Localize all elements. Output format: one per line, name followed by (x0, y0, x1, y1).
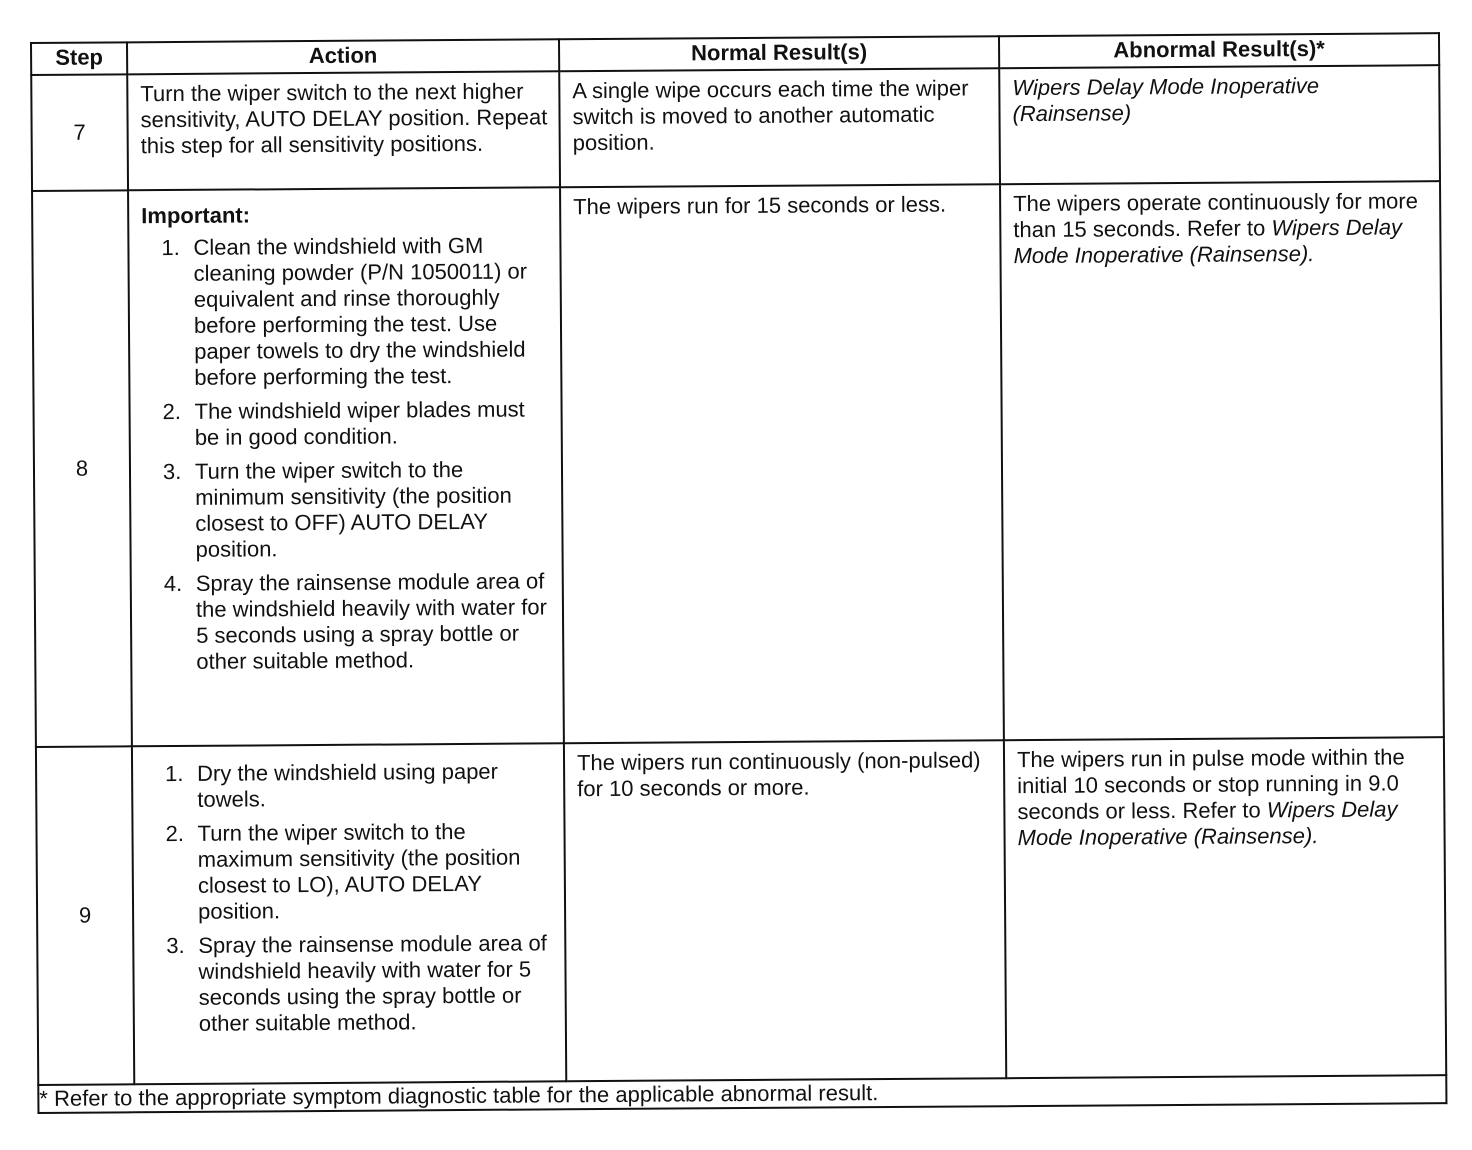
header-step: Step (31, 42, 127, 75)
normal-result-text: The wipers run continuously (non-pulsed) for 10 seconds or more. (576, 747, 981, 802)
header-abnormal-results: Abnormal Result(s)* (999, 33, 1439, 68)
action-cell (127, 71, 560, 190)
header-action: Action (127, 39, 559, 74)
footnote: * Refer to the appropriate symptom diagnostic table for the applicable abnormal result. (38, 1075, 1446, 1113)
list-item-number: 3. (166, 932, 185, 959)
abnormal-result-text: The wipers operate continuously for more than 15 seconds. Refer to (1013, 188, 1418, 243)
list-item (141, 232, 550, 391)
abnormal-result-cell (999, 65, 1440, 184)
normal-result-text: A single wipe occurs each time the wiper switch is moved to another automatic position. (572, 75, 969, 156)
step-number: 7 (31, 74, 128, 191)
list-item (143, 456, 552, 563)
action-text: Turn the wiper switch to the next higher sensitivity, AUTO DELAY position. Repeat this step for all sensitivity positions. (140, 78, 548, 159)
normal-result-text: The wipers run for 15 seconds or less. (573, 191, 947, 220)
table-row-step-7 (31, 65, 1440, 191)
list-item-number: 2. (162, 398, 182, 425)
abnormal-result-text: The wipers run in pulse mode within the initial 10 seconds or stop running in 9.0 seconds or less. Refer to (1016, 744, 1405, 825)
list-item (142, 396, 550, 451)
list-item (144, 568, 553, 675)
list-item-text: Spray the rainsense module area of the windshield heavily with water for 5 seconds using a spray bottle or other suitable method. (195, 568, 547, 674)
table-row-step-9 (36, 737, 1446, 1085)
normal-result-cell (559, 68, 1000, 187)
abnormal-result-link[interactable]: Wipers Delay Mode Inoperative (Rainsense). (1013, 214, 1403, 269)
action-cell (132, 743, 566, 1084)
action-cell (128, 187, 564, 746)
diagnostic-table (30, 32, 1447, 1114)
abnormal-result-link[interactable]: Wipers Delay Mode Inoperative (Rainsense) (1012, 73, 1320, 127)
diagnostic-table-sheet (30, 32, 1445, 1114)
list-item-text: Turn the wiper switch to the minimum sensitivity (the position closest to OFF) AUTO DELAY position. (194, 456, 512, 562)
header-normal-results: Normal Result(s) (559, 36, 999, 71)
action-steps-list (141, 232, 552, 675)
list-item-number: 3. (162, 458, 182, 485)
abnormal-result-cell (1004, 737, 1446, 1078)
normal-result-cell (560, 184, 1004, 743)
list-item-text: Spray the rainsense module area of windshield heavily with water for 5 seconds using the spray bottle or other suitable method. (198, 930, 547, 1036)
list-item (145, 758, 553, 813)
list-item-number: 4. (163, 570, 183, 597)
abnormal-result-link[interactable]: Wipers Delay Mode Inoperative (Rainsense). (1017, 796, 1398, 851)
list-item-number: 1. (161, 234, 180, 261)
list-item-number: 2. (165, 820, 184, 847)
step-number: 9 (36, 746, 134, 1085)
abnormal-result-cell (1000, 181, 1444, 740)
list-item-text: Dry the windshield using paper towels. (197, 758, 499, 812)
list-item-text: Turn the wiper switch to the maximum sensitivity (the position closest to LO), AUTO DELAY position. (197, 818, 521, 924)
list-item (145, 818, 554, 925)
list-item-text: Clean the windshield with GM cleaning powder (P/N 1050011) or equivalent and rinse thoroughly before performing the test. Use paper towels to dry the windshield before performing the test. (193, 232, 528, 390)
step-number: 8 (32, 190, 132, 747)
table-row-step-8 (32, 181, 1444, 747)
action-steps-list (145, 758, 555, 1037)
list-item-text: The windshield wiper blades must be in good condition. (194, 396, 525, 450)
normal-result-cell (564, 740, 1006, 1081)
important-label: Important: (141, 202, 251, 229)
list-item-number: 1. (165, 760, 184, 787)
list-item (146, 930, 555, 1037)
